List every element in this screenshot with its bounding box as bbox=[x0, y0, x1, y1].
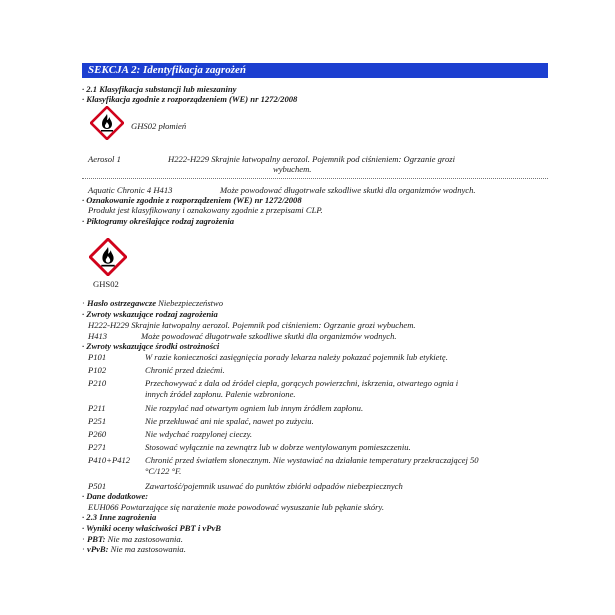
signal-word-row: · Hasło ostrzegawcze Niebezpieczeństwo bbox=[82, 298, 224, 308]
p-code: P102 bbox=[88, 365, 107, 375]
hazard-text-cont: wybuchem. bbox=[273, 164, 312, 174]
p-code: P260 bbox=[88, 429, 107, 439]
pbt-heading: · Wyniki oceny właściwości PBT i vPvB bbox=[82, 523, 222, 533]
flame-pictogram-icon bbox=[90, 106, 124, 140]
p-code: P501 bbox=[88, 481, 107, 491]
hazard-text: Może powodować długotrwałe szkodliwe skutki dla organizmów wodnych. bbox=[220, 185, 476, 195]
p-text: W razie konieczności zasięgnięcia porady lekarza należy pokazać pojemnik lub etykietę. bbox=[145, 352, 448, 362]
pictograms-heading: · Piktogramy określające rodzaj zagrożenia bbox=[82, 216, 235, 226]
p-text-cont: innych źródeł zapłonu. Palenie wzbronione. bbox=[145, 389, 296, 399]
subsection-2-3-heading: · 2.3 Inne zagrożenia bbox=[82, 512, 157, 522]
hazard-statement-text: Może powodować długotrwałe szkodliwe skutki dla organizmów wodnych. bbox=[141, 331, 397, 341]
p-text: Nie wdychać rozpylonej cieczy. bbox=[145, 429, 253, 439]
pbt-row: · PBT: Nie ma zastosowania. bbox=[82, 534, 183, 544]
p-text-cont: °C/122 °F. bbox=[145, 466, 182, 476]
p-text: Chronić przed światłem słonecznym. Nie wystawiać na działanie temperatury przekraczającej 50 bbox=[145, 455, 479, 465]
precautionary-heading: · Zwroty wskazujące środki ostrożności bbox=[82, 341, 220, 351]
classification-code: Aerosol 1 bbox=[88, 154, 121, 164]
p-code: P410+P412 bbox=[88, 455, 131, 465]
p-code: P251 bbox=[88, 416, 107, 426]
additional-heading: · Dane dodatkowe: bbox=[82, 491, 149, 501]
classification-heading: · Klasyfikacja zgodnie z rozporządzeniem (WE) nr 1272/2008 bbox=[82, 94, 298, 104]
hazard-statements-heading: · Zwroty wskazujące rodzaj zagrożenia bbox=[82, 309, 218, 319]
p-text: Zawartość/pojemnik usuwać do punktów zbiórki odpadów niebezpiecznych bbox=[145, 481, 403, 491]
p-text: Nie rozpylać nad otwartym ogniem lub innym źródłem zapłonu. bbox=[145, 403, 364, 413]
pictogram-code: GHS02 bbox=[93, 279, 119, 289]
p-text: Przechowywać z dala od źródeł ciepła, gorących powierzchni, iskrzenia, otwartego ognia i bbox=[145, 378, 459, 388]
classification-code: Aquatic Chronic 4 H413 bbox=[88, 185, 173, 195]
hazard-code: H413 bbox=[88, 331, 108, 341]
p-text: Nie przekłuwać ani nie spalać, nawet po zużyciu. bbox=[145, 416, 314, 426]
hazard-statement: H222-H229 Skrajnie łatwopalny aerozol. Pojemnik pod ciśnieniem: Ogrzanie grozi wybuchem. bbox=[88, 320, 416, 330]
flame-pictogram-icon bbox=[89, 238, 127, 276]
p-code: P271 bbox=[88, 442, 107, 452]
signal-word: Niebezpieczeństwo bbox=[158, 298, 224, 308]
pictogram-label: GHS02 płomień bbox=[131, 121, 187, 131]
section-header: SEKCJA 2: Identyfikacja zagrożeń bbox=[82, 63, 548, 78]
p-code: P211 bbox=[88, 403, 106, 413]
vpvb-row: · vPvB: Nie ma zastosowania. bbox=[82, 544, 186, 554]
hazard-text: H222-H229 Skrajnie łatwopalny aerozol. Pojemnik pod ciśnieniem: Ogrzanie grozi bbox=[168, 154, 455, 164]
labelling-heading: · Oznakowanie zgodnie z rozporządzeniem (WE) nr 1272/2008 bbox=[82, 195, 302, 205]
clp-note: Produkt jest klasyfikowany i oznakowany zgodnie z przepisami CLP. bbox=[88, 205, 323, 215]
additional-text: EUH066 Powtarzające się narażenie może powodować wysuszanie lub pękanie skóry. bbox=[88, 502, 384, 512]
subsection-2-1-heading: · 2.1 Klasyfikacja substancji lub mieszaniny bbox=[82, 84, 237, 94]
p-text: Stosować wyłącznie na zewnątrz lub w dobrze wentylowanym pomieszczeniu. bbox=[145, 442, 411, 452]
p-text: Chronić przed dziećmi. bbox=[145, 365, 225, 375]
p-code: P101 bbox=[88, 352, 107, 362]
divider bbox=[82, 178, 548, 179]
p-code: P210 bbox=[88, 378, 107, 388]
